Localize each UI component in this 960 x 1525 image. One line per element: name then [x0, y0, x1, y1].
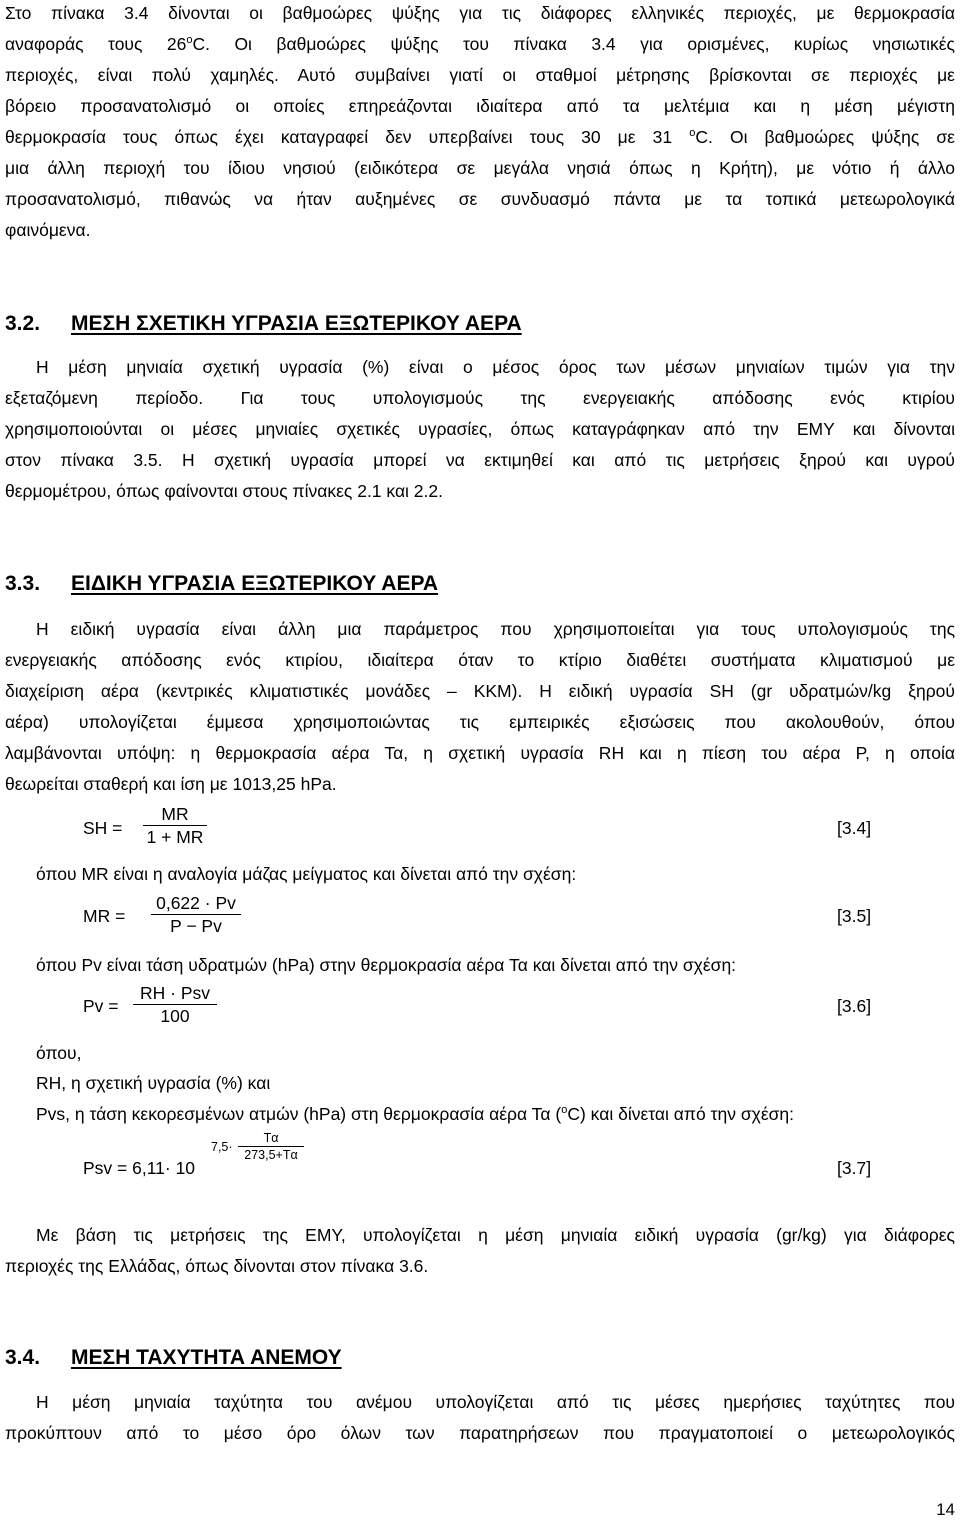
text-line: όπου MR είναι η αναλογία μάζας μείγματος και δίνεται από την σχέση: — [36, 864, 577, 884]
exponent-fraction — [238, 1130, 304, 1163]
section-number: 3.3. — [5, 572, 41, 595]
intro-paragraph — [5, 0, 955, 246]
section-number: 3.2. — [5, 312, 41, 335]
fraction-denominator: P − Pv — [170, 916, 222, 936]
equation-lhs: MR = — [83, 906, 126, 926]
text-line: Η ειδική υγρασία είναι άλλη μια παράμετρος που χρησιμοποιείται για τους υπολογισμούς της — [36, 619, 955, 639]
degree-superscript: o — [689, 127, 696, 139]
text-line: βόρειο προσανατολισμό οι οποίες επηρεάζονται ιδιαίτερα από τα μελτέμια και η μέση μέγιστη — [5, 96, 955, 116]
equation-number: [3.6] — [837, 996, 872, 1016]
section-title: ΕΙΔΙΚΗ ΥΓΡΑΣΙΑ ΕΞΩΤΕΡΙΚΟΥ ΑΕΡΑ — [71, 572, 439, 595]
section-3-3-closing-paragraph — [5, 1220, 955, 1282]
text-fragment: θερμοκρασία τους όπως έχει καταγραφεί δεν υπερβαίνει τους 30 με 31 — [5, 127, 673, 147]
text-fragment: Pvs, η τάση κεκορεσμένων ατμών (hPa) στη θερμοκρασία αέρα Τα ( — [36, 1104, 562, 1124]
equation-fraction — [143, 803, 207, 848]
text-line: RH, η σχετική υγρασία (%) και — [36, 1073, 271, 1093]
text-line: προκύπτουν από το μέσο όρο όλων των παρατηρήσεων που πραγματοποιεί ο μετεωρολογικός — [5, 1423, 955, 1443]
equation-number: [3.4] — [837, 818, 872, 838]
text-line: Με βάση τις μετρήσεις της ΕΜΥ, υπολογίζεται η μέση μηνιαία ειδική υγρασία (gr/kg) για διάφορες — [36, 1225, 955, 1245]
section-title: ΜΕΣΗ ΤΑΧΥΤΗΤΑ ΑΝΕΜΟΥ — [71, 1346, 342, 1369]
degree-superscript: o — [561, 1104, 568, 1116]
section-3-3-paragraph — [5, 614, 955, 800]
text-line: Στο πίνακα 3.4 δίνονται οι βαθμοώρες ψύξης για τις διάφορες ελληνικές περιοχές, με θερμοκρασία — [5, 3, 955, 23]
equation-fraction — [133, 982, 217, 1027]
equation-lhs: Pv = — [83, 996, 119, 1016]
fraction-numerator: RH · Psv — [140, 983, 210, 1003]
page-number: 14 — [936, 1500, 955, 1519]
text-line: προσανατολισμό, πιθανώς να ήταν αυξημένες σε συνδυασμό πάντα με τα τοπικά μετεωρολογικά — [5, 189, 955, 209]
degree-superscript: o — [186, 34, 193, 46]
text-line — [5, 122, 955, 153]
fraction-denominator: 1 + MR — [146, 827, 204, 847]
equation-lhs: SH = — [83, 818, 123, 838]
section-3-4-paragraph — [5, 1387, 955, 1449]
text-line: φαινόμενα. — [5, 220, 91, 240]
text-fragment: C) και δίνεται από την σχέση: — [567, 1104, 795, 1124]
text-line: ενεργειακής απόδοσης ενός κτιρίου, ιδιαίτερα όταν το κτίριο διαθέτει συστήματα κλιματισμού με — [5, 650, 955, 670]
text-line: στον πίνακα 3.5. Η σχετική υγρασία μπορεί να εκτιμηθεί και από τις μετρήσεις ξηρού και υγρού — [5, 450, 955, 470]
text-line: Η μέση μηνιαία σχετική υγρασία (%) είναι ο μέσος όρος των μέσων μηνιαίων τιμών για την — [36, 357, 955, 377]
text-line: λαμβάνονται υπόψη: η θερμοκρασία αέρα Τα, η σχετική υγρασία RH και η πίεση του αέρα P, η οποία — [5, 743, 955, 763]
text-line: εξεταζόμενη περίοδο. Για τους υπολογισμούς της ενεργειακής απόδοσης ενός κτιρίου — [5, 388, 955, 408]
fraction-numerator: Tα — [263, 1131, 279, 1145]
equation-number: [3.5] — [837, 906, 872, 926]
text-line — [5, 29, 955, 60]
equation-lhs: Psv = 6,11· 10 — [83, 1158, 196, 1178]
text-line: μια άλλη περιοχή του ίδιου νησιού (ειδικότερα σε μεγάλα νησιά όπως η Κρήτη), με νότιο ή άλλο — [5, 158, 955, 178]
text-line: Η μέση μηνιαία ταχύτητα του ανέμου υπολογίζεται από τις μέσες ημερήσιες ταχύτητες που — [36, 1392, 955, 1412]
text-line: περιοχές της Ελλάδας, όπως δίνονται στον πίνακα 3.6. — [5, 1256, 429, 1276]
text-line: περιοχές, είναι πολύ χαμηλές. Αυτό συμβαίνει γιατί οι σταθμοί μέτρησης βρίσκονται σε περιοχές με — [5, 65, 955, 85]
section-heading-3-2 — [5, 312, 522, 336]
fraction-numerator: 0,622 · Pv — [156, 893, 236, 913]
text-line: θεωρείται σταθερή και ίση με 1013,25 hPa. — [5, 774, 337, 794]
fraction-denominator: 100 — [160, 1006, 190, 1026]
text-line: αέρα) υπολογίζεται έμμεσα χρησιμοποιώντας τις εμπειρικές εξισώσεις που ακολουθούν, όπου — [5, 712, 955, 732]
text-line: διαχείριση αέρα (κεντρικές κλιματιστικές μονάδες – ΚΚΜ). Η ειδική υγρασία SH (gr υδρατμών/kg ξηρού — [5, 681, 955, 701]
text-line: χρησιμοποιούνται οι μέσες μηνιαίες σχετικές υγρασίες, όπως καταγράφηκαν από την ΕΜΥ και δίνονται — [5, 419, 955, 439]
equation-fraction — [151, 892, 241, 937]
fraction-denominator: 273,5+Tα — [244, 1148, 298, 1162]
text-fragment: C. Οι βαθμοώρες ψύξης του πίνακα 3.4 για ορισμένες, κυρίως νησιωτικές — [192, 34, 955, 54]
text-line: όπου, — [36, 1043, 82, 1063]
text-fragment: C. Οι βαθμοώρες ψύξης σε — [695, 127, 955, 147]
section-3-2-paragraph — [5, 352, 955, 507]
text-fragment: αναφοράς τους 26 — [5, 34, 187, 54]
section-heading-3-4 — [5, 1346, 342, 1370]
section-heading-3-3 — [5, 572, 438, 596]
text-line: θερμομέτρου, όπως φαίνονται στους πίνακες 2.1 και 2.2. — [5, 481, 443, 501]
text-line: όπου Pv είναι τάση υδρατμών (hPa) στην θερμοκρασία αέρα Τα και δίνεται από την σχέση: — [36, 955, 737, 975]
equation-number: [3.7] — [837, 1158, 872, 1178]
section-title: ΜΕΣΗ ΣΧΕΤΙΚΗ ΥΓΡΑΣΙΑ ΕΞΩΤΕΡΙΚΟΥ ΑΕΡΑ — [71, 312, 522, 335]
exponent-coefficient: 7,5· — [211, 1140, 233, 1154]
fraction-numerator: MR — [161, 804, 189, 824]
section-number: 3.4. — [5, 1346, 41, 1369]
text-line — [36, 1104, 955, 1125]
